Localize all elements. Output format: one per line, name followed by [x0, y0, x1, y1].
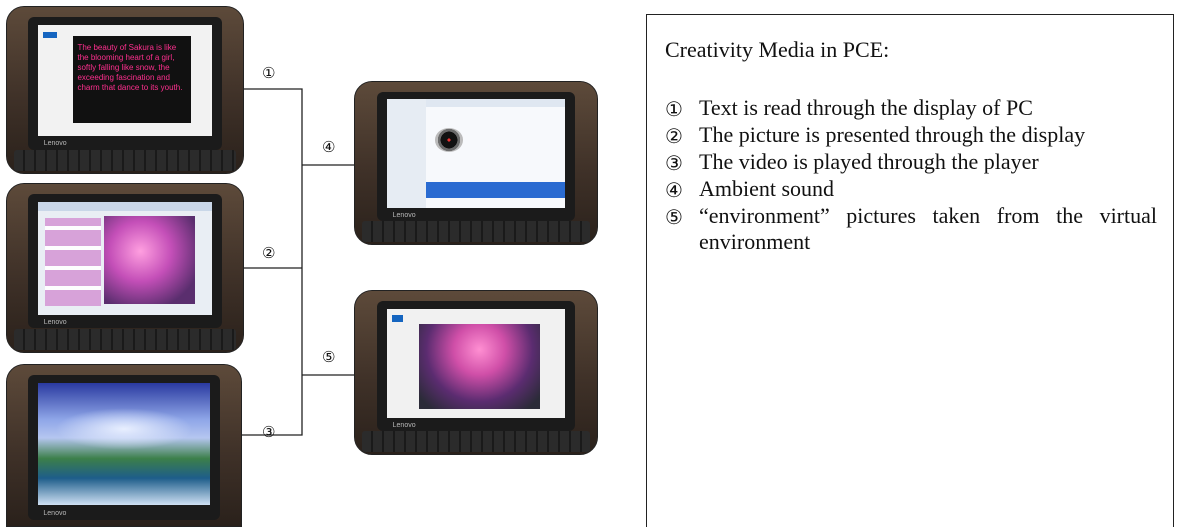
laptop-image	[28, 375, 220, 520]
music-disc-icon	[435, 128, 464, 152]
marker-5: ⑤	[322, 348, 336, 366]
description-box	[646, 14, 1174, 527]
laptop-image	[28, 194, 222, 328]
marker-2: ②	[262, 244, 276, 262]
laptop-image	[28, 17, 222, 150]
connector-1	[244, 89, 302, 165]
laptop-brand: Lenovo	[392, 421, 416, 429]
list-item: ④ Ambient sound	[665, 176, 835, 202]
laptop-brand: Lenovo	[43, 140, 67, 148]
laptop-screen	[38, 383, 211, 505]
photo-audio-medium	[354, 81, 598, 245]
marker-1: ①	[262, 64, 276, 82]
list-item: ② The picture is presented through the display	[665, 122, 1086, 148]
list-item: ③ The video is played through the player	[665, 149, 1039, 175]
media-list	[665, 95, 1157, 255]
laptop-brand: Lenovo	[43, 318, 67, 326]
screen-poem-text: The beauty of Sakura is like the blooming heart of a girl, softly falling like snow, the exceeding fascination and charm that dance to its youth.	[77, 43, 183, 93]
laptop-brand: Lenovo	[43, 509, 67, 517]
photo-picture-medium	[6, 183, 244, 353]
photo-video-medium	[6, 364, 242, 527]
laptop-image	[377, 92, 575, 222]
laptop-image	[377, 301, 575, 431]
photo-environment-medium	[354, 290, 598, 455]
photo-text-medium	[6, 6, 244, 174]
connector-3	[242, 165, 302, 435]
list-item: ① Text is read through the display of PC	[665, 95, 1033, 121]
laptop-brand: Lenovo	[392, 211, 416, 219]
laptop-screen	[38, 25, 212, 137]
marker-4: ④	[322, 138, 336, 156]
list-item: ⑤ “environment” pictures taken from the virtual environment	[665, 203, 1157, 254]
marker-3: ③	[262, 423, 276, 441]
laptop-screen	[387, 99, 566, 208]
laptop-screen	[38, 202, 212, 315]
laptop-screen	[387, 309, 566, 419]
description-title: Creativity Media in PCE:	[665, 37, 890, 62]
